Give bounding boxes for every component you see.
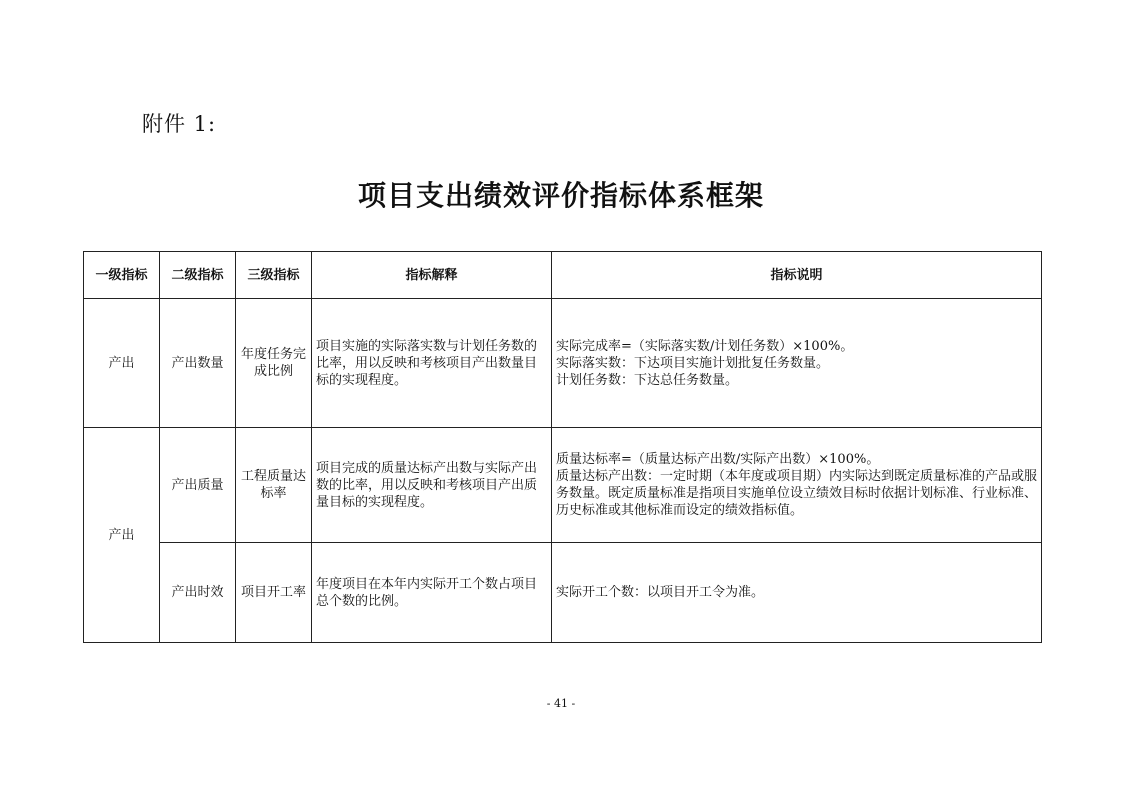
- indicator-table: [83, 251, 1042, 643]
- cell-level3: 工程质量达标率: [236, 428, 312, 543]
- annex-label: 附件 1:: [142, 112, 217, 136]
- header-notes: 指标说明: [552, 252, 1042, 299]
- table-row: [84, 299, 1042, 428]
- cell-level1: 产出: [84, 299, 160, 428]
- table-row: [84, 543, 1042, 643]
- cell-explanation: 项目完成的质量达标产出数与实际产出数的比率，用以反映和考核项目产出质量目标的实现程度。: [312, 428, 552, 543]
- header-explanation: 指标解释: [312, 252, 552, 299]
- cell-level2: 产出质量: [160, 428, 236, 543]
- cell-level3: 年度任务完成比例: [236, 299, 312, 428]
- cell-notes: [552, 543, 1042, 643]
- note-line: 实际完成率=（实际落实数/计划任务数）×100%。: [556, 338, 854, 354]
- cell-level1: 产出: [84, 428, 160, 643]
- cell-notes: [552, 299, 1042, 428]
- table-row: [84, 428, 1042, 543]
- note-line: 实际开工个数：以项目开工令为准。: [556, 585, 765, 600]
- note-line: 质量达标产出数：一定时期（本年度或项目期）内实际达到既定质量标准的产品或服务数量。既定质量标准是指项目实施单位设立绩效目标时依据计划标准、行业标准、历史标准或其他标准而设定的绩效指标值。: [556, 469, 1038, 518]
- cell-level2: 产出时效: [160, 543, 236, 643]
- header-level2: 二级指标: [160, 252, 236, 299]
- header-level1: 一级指标: [84, 252, 160, 299]
- note-line: 质量达标率=（质量达标产出数/实际产出数）×100%。: [556, 452, 880, 467]
- cell-level2: 产出数量: [160, 299, 236, 428]
- cell-explanation: 项目实施的实际落实数与计划任务数的比率，用以反映和考核项目产出数量目标的实现程度。: [312, 299, 552, 428]
- cell-notes: [552, 428, 1042, 543]
- page-title: 项目支出绩效评价指标体系框架: [357, 179, 764, 212]
- note-line: 计划任务数：下达总任务数量。: [556, 372, 739, 388]
- page-number: - 41 -: [546, 697, 576, 710]
- note-line: 实际落实数：下达项目实施计划批复任务数量。: [556, 355, 830, 371]
- cell-level3: 项目开工率: [236, 543, 312, 643]
- table-header-row: [84, 252, 1042, 299]
- header-level3: 三级指标: [236, 252, 312, 299]
- cell-explanation: 年度项目在本年内实际开工个数占项目总个数的比例。: [312, 543, 552, 643]
